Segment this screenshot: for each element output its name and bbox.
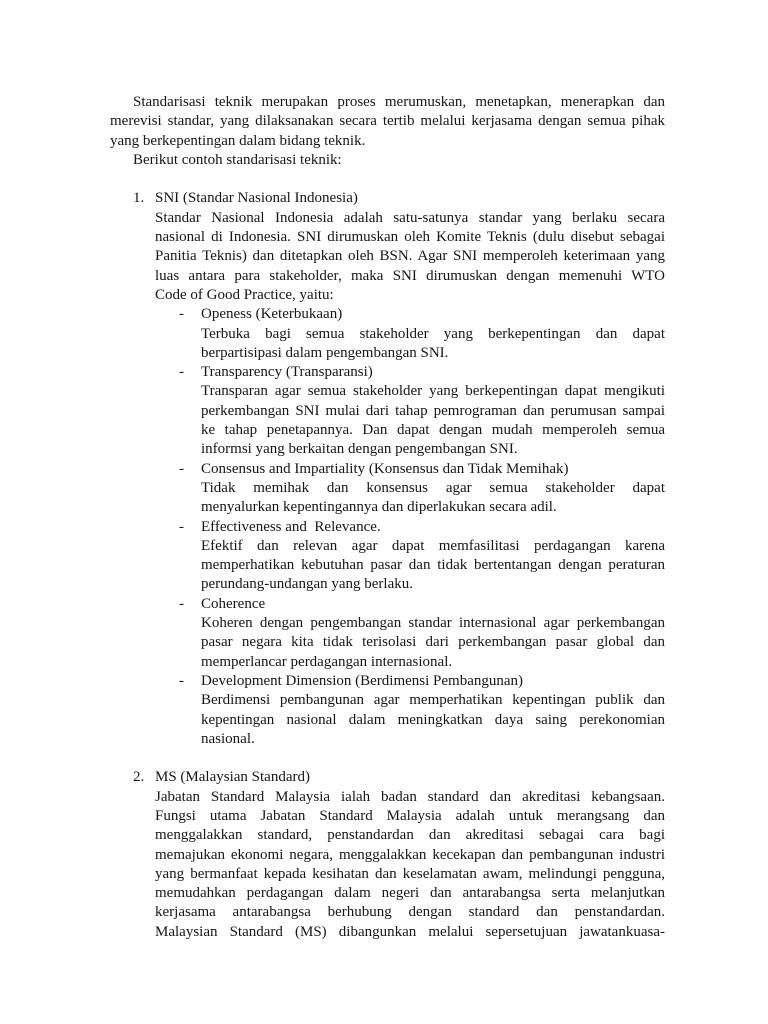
item-body-line: Panitia Teknis) dan ditetapkan oleh BSN. Agar SNI memperoleh keterimaan yang xyxy=(155,248,665,265)
dash-marker: - xyxy=(179,364,184,381)
dash-marker: - xyxy=(179,306,184,323)
item-heading xyxy=(110,189,665,208)
bullet-point-body-line: pasar negara kita tidak terisolasi dari perkembangan pasar global dan xyxy=(201,634,665,651)
bullet-point-title: Coherence xyxy=(201,595,266,612)
blank-line xyxy=(110,170,665,189)
bullet-point-title: Transparency (Transparansi) xyxy=(201,364,373,381)
bullet-point-title: Effectiveness and Relevance. xyxy=(201,518,381,535)
lead-line: Berikut contoh standarisasi teknik: xyxy=(133,151,342,168)
bullet-point-body-line: Tidak memihak dan konsensus agar semua stakeholder dapat xyxy=(201,479,665,496)
item-body-line: Jabatan Standard Malaysia ialah badan standard dan akreditasi kebangsaan. xyxy=(155,788,665,805)
item-body-line: luas antara para stakeholder, maka SNI dirumuskan dengan memenuhi WTO xyxy=(155,267,665,284)
dash-marker: - xyxy=(179,460,184,477)
intro-paragraph xyxy=(110,93,665,151)
bullet-point-title: Consensus and Impartiality (Konsensus dan Tidak Memihak) xyxy=(201,460,569,477)
intro-line: yang berkepentingan dalam bidang teknik. xyxy=(110,132,366,149)
dash-marker: - xyxy=(179,595,184,612)
numbered-item xyxy=(110,189,665,749)
bullet-point-body-line: Transparan agar semua stakeholder yang berkepentingan dapat mengikuti xyxy=(201,383,665,400)
item-body-line: yang bermanfaat kepada kesihatan dan keselamatan awam, melindungi pengguna, xyxy=(155,865,665,882)
item-body-line: nasional di Indonesia. SNI dirumuskan oleh Komite Teknis (dulu disebut sebagai xyxy=(155,229,665,246)
item-title: MS (Malaysian Standard) xyxy=(155,769,310,786)
bullet-point-body-line: perundang-undangan yang berlaku. xyxy=(201,576,414,593)
bullet-point-body-line: Efektif dan relevan agar dapat memfasilitasi perdagangan karena xyxy=(201,537,665,554)
bullet-point-body-line: perkembangan SNI mulai dari tahap pemrograman dan perumusan sampai xyxy=(201,402,665,419)
bullet-point-heading xyxy=(110,363,665,382)
item-body-line: kerjasama antarabangsa berhubung dengan standard dan penstandardan. xyxy=(155,904,665,921)
bullet-point-title: Openess (Keterbukaan) xyxy=(201,306,343,323)
item-body-line: menggalakkan standard, penstandardan dan akreditasi sebagai cara bagi xyxy=(155,827,665,844)
bullet-point-body-line: nasional. xyxy=(201,730,255,747)
item-body-line: Malaysian Standard (MS) dibangunkan melalui sepersetujuan jawatankuasa- xyxy=(155,923,665,940)
item-title: SNI (Standar Nasional Indonesia) xyxy=(155,190,358,207)
bullet-point-heading xyxy=(110,518,665,537)
bullet-point-body-line: Koheren dengan pengembangan standar internasional agar perkembangan xyxy=(201,615,665,632)
bullet-point-body-line: menyalurkan kepentingannya dan diperlakukan secara adil. xyxy=(201,499,557,516)
bullet-point-title: Development Dimension (Berdimensi Pembangunan) xyxy=(201,672,524,689)
bullet-point-body-line: ke tahap penetapannya. Dan dapat dengan mudah memperoleh semua xyxy=(201,422,665,439)
bullet-point-body-line: Berdimensi pembangunan agar memperhatikan kepentingan publik dan xyxy=(201,692,665,709)
bullet-point-body-line: Terbuka bagi semua stakeholder yang berkepentingan dan dapat xyxy=(201,325,665,342)
bullet-point-heading xyxy=(110,305,665,324)
bullet-point-body-line: berpartisipasi dalam pengembangan SNI. xyxy=(201,344,449,361)
bullet-point-heading xyxy=(110,672,665,691)
bullet-point-body-line: kepentingan nasional dalam meningkatkan daya saing perekonomian xyxy=(201,711,665,728)
intro-line: Standarisasi teknik merupakan proses merumuskan, menetapkan, menerapkan dan xyxy=(133,94,665,110)
item-body-line: memudahkan perdagangan dalam negeri dan antarabangsa serta melanjutkan xyxy=(155,885,665,902)
item-body-line: Fungsi utama Jabatan Standard Malaysia adalah untuk merangsang dan xyxy=(155,807,665,824)
bullet-point-body-line: memperlancar perdagangan internasional. xyxy=(201,653,453,670)
item-body-line: memajukan ekonomi negara, menggalakkan kecekapan dan pembangunan industri xyxy=(155,846,665,863)
item-body-line: Code of Good Practice, yaitu: xyxy=(155,286,334,303)
intro-line: merevisi standar, yang dilaksanakan secara tertib melalui kerjasama dengan semua pihak xyxy=(110,113,665,130)
bullet-point-heading xyxy=(110,460,665,479)
item-body-line: Standar Nasional Indonesia adalah satu-satunya standar yang berlaku secara xyxy=(155,209,665,226)
blank-line xyxy=(110,749,665,768)
numbered-item xyxy=(110,768,665,942)
item-number: 1. xyxy=(133,190,145,207)
dash-marker: - xyxy=(179,672,184,689)
dash-marker: - xyxy=(179,518,184,535)
item-number: 2. xyxy=(133,769,145,786)
bullet-point-body-line: informsi yang berkaitan dengan pengembangan SNI. xyxy=(201,441,518,458)
bullet-point-body-line: memperhatikan kebutuhan pasar dan tidak bertentangan dengan peraturan xyxy=(201,557,665,574)
document-page xyxy=(110,93,665,942)
bullet-point-heading xyxy=(110,595,665,614)
item-heading xyxy=(110,768,665,787)
